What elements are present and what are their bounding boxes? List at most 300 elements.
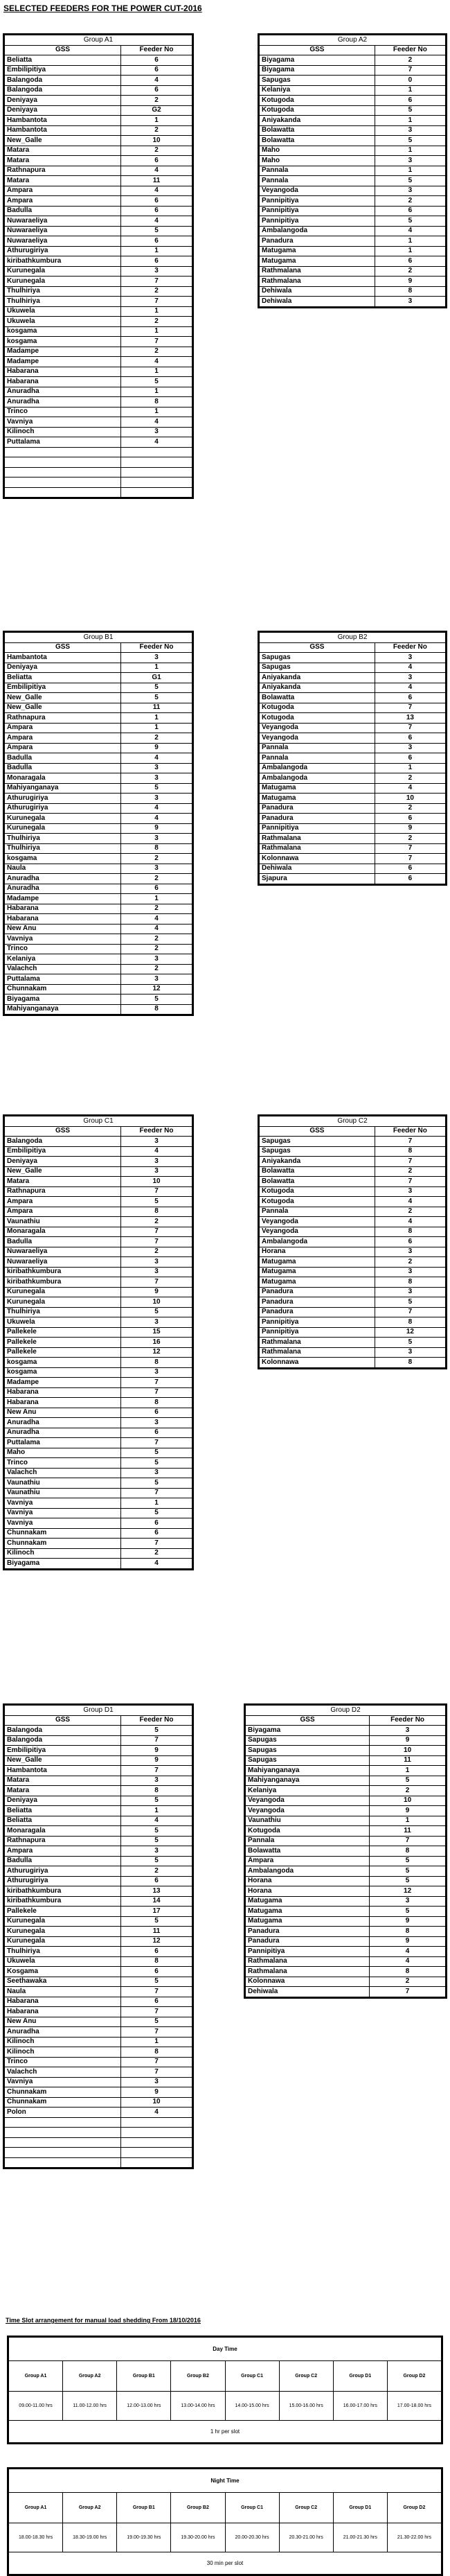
feeder-table <box>4 1116 192 1569</box>
table-row <box>260 96 446 106</box>
feeder-cell: 5 <box>370 1907 446 1917</box>
feeder-cell: 3 <box>370 1896 446 1907</box>
gss-cell: Hambantota <box>5 116 121 126</box>
table-row <box>260 693 446 703</box>
slot-group-cell: Group D1 <box>333 2361 387 2392</box>
gss-cell: Ambalangoda <box>260 763 375 773</box>
slot-group-cell: Group A2 <box>63 2361 117 2392</box>
feeder-cell: 5 <box>121 1197 192 1207</box>
slot-time-cell: 20.00-20.30 hrs <box>225 2523 279 2552</box>
group-title: Group C1 <box>5 1116 192 1127</box>
feeder-cell: 7 <box>370 1836 446 1846</box>
feeder-cell: 3 <box>121 864 192 874</box>
gss-cell: Kurunegala <box>5 814 121 824</box>
table-row <box>5 1967 192 1977</box>
gss-cell: Panadura <box>260 803 375 814</box>
table-row <box>5 146 192 156</box>
gss-cell: Matugama <box>260 1257 375 1268</box>
table-row <box>260 1347 446 1358</box>
table-row <box>5 1977 192 1987</box>
table-row <box>5 1207 192 1217</box>
table-row <box>260 55 446 66</box>
table-row <box>260 1207 446 1217</box>
table-row <box>5 2007 192 2017</box>
gss-cell: Kotugoda <box>260 105 375 116</box>
table-row <box>5 1907 192 1917</box>
gss-cell: kiribathkumbura <box>5 256 121 267</box>
feeder-cell: 5 <box>121 1856 192 1866</box>
gss-cell: Chunnakam <box>5 1528 121 1539</box>
table-row <box>5 2157 192 2168</box>
table-row <box>5 904 192 914</box>
table-row <box>260 1197 446 1207</box>
gss-cell <box>5 2148 121 2158</box>
feeder-cell: 1 <box>121 116 192 126</box>
column-header-feeder: Feeder No <box>121 45 192 55</box>
gss-cell: Rathmalana <box>246 1967 370 1977</box>
gss-cell: Veyangoda <box>260 1217 375 1227</box>
table-row <box>246 1846 446 1857</box>
gss-cell: Pannala <box>260 166 375 176</box>
gss-cell: Kolonnawa <box>246 1977 370 1987</box>
feeder-cell: 8 <box>121 1398 192 1408</box>
feeder-cell: 2 <box>370 1977 446 1987</box>
table-row <box>260 1247 446 1257</box>
feeder-cell: 11 <box>370 1826 446 1837</box>
table-row <box>5 1257 192 1268</box>
gss-cell: Madampe <box>5 357 121 367</box>
table-row <box>5 1776 192 1786</box>
feeder-cell: 1 <box>121 1806 192 1816</box>
table-row <box>5 1166 192 1177</box>
gss-cell: kosgama <box>5 1358 121 1368</box>
gss-cell: Biyagama <box>5 995 121 1005</box>
feeder-cell: 9 <box>370 1806 446 1816</box>
gss-cell: Pannipitiya <box>260 196 375 207</box>
table-row <box>5 2027 192 2038</box>
gss-cell: Ampara <box>5 1197 121 1207</box>
feeder-cell: 9 <box>121 2087 192 2098</box>
table-row <box>5 1137 192 1147</box>
table-row <box>5 2097 192 2108</box>
table-row <box>246 1896 446 1907</box>
feeder-cell: 10 <box>370 1796 446 1806</box>
gss-cell: Embilipitiya <box>5 1746 121 1756</box>
gss-cell: Anuradha <box>5 874 121 884</box>
gss-cell: Dehiwala <box>246 1987 370 1997</box>
table-row <box>5 96 192 106</box>
feeder-cell: 8 <box>121 397 192 408</box>
gss-cell: New Anu <box>5 1408 121 1418</box>
gss-cell: Matugama <box>260 1277 375 1288</box>
feeder-cell: 6 <box>121 1947 192 1957</box>
gss-cell: Pannipitiya <box>260 1317 375 1328</box>
feeder-cell: 2 <box>121 874 192 884</box>
feeder-cell <box>121 2128 192 2138</box>
table-row <box>246 1856 446 1866</box>
table-row <box>5 2017 192 2027</box>
feeder-cell: 7 <box>121 1237 192 1247</box>
feeder-table <box>4 35 192 498</box>
table-row <box>5 1766 192 1776</box>
table-row <box>5 85 192 96</box>
feeder-cell: 5 <box>121 377 192 387</box>
table-row <box>260 803 446 814</box>
table-row <box>246 1786 446 1796</box>
feeder-cell: 11 <box>121 1927 192 1937</box>
table-row <box>5 1004 192 1015</box>
feeder-cell: 3 <box>375 1186 445 1197</box>
gss-cell: kiribathkumbura <box>5 1267 121 1277</box>
feeder-cell: 1 <box>375 166 445 176</box>
feeder-cell: 7 <box>375 65 445 76</box>
gss-cell: Polon <box>5 2108 121 2118</box>
table-row <box>5 1438 192 1448</box>
slot-group-cell: Group D2 <box>387 2361 441 2392</box>
table-row <box>260 1227 446 1237</box>
gss-cell: Badulla <box>5 206 121 216</box>
gss-cell: Madampe <box>5 894 121 904</box>
table-row <box>5 843 192 854</box>
table-row <box>260 763 446 773</box>
gss-cell: Biyagama <box>246 1726 370 1736</box>
feeder-cell: 1 <box>121 306 192 317</box>
gss-cell: Bolawatta <box>260 136 375 146</box>
table-row <box>260 753 446 764</box>
gss-cell: Kilinoch <box>5 2047 121 2058</box>
gss-cell: Bolawatta <box>246 1846 370 1857</box>
gss-cell: kosgama <box>5 854 121 864</box>
feeder-cell: 3 <box>375 673 445 683</box>
gss-cell <box>5 2117 121 2128</box>
gss-cell: Valachch <box>5 964 121 974</box>
table-row <box>5 125 192 136</box>
feeder-cell: 8 <box>375 286 445 297</box>
table-row <box>5 277 192 287</box>
table-row <box>5 297 192 307</box>
feeder-cell: 2 <box>121 904 192 914</box>
feeder-cell: 7 <box>121 1987 192 1997</box>
feeder-cell: 6 <box>375 256 445 267</box>
table-row <box>5 1508 192 1518</box>
table-row <box>5 773 192 784</box>
gss-cell: Kurunegala <box>5 1297 121 1308</box>
table-row <box>5 76 192 86</box>
feeder-cell: 5 <box>121 1458 192 1469</box>
feeder-cell: 4 <box>121 437 192 448</box>
gss-cell: Trinco <box>5 407 121 417</box>
table-row <box>5 2137 192 2148</box>
feeder-cell: 4 <box>375 1217 445 1227</box>
feeder-cell: 6 <box>121 884 192 894</box>
gss-cell: Habarana <box>5 1398 121 1408</box>
feeder-cell: 3 <box>370 1726 446 1736</box>
gss-cell: New Anu <box>5 2017 121 2027</box>
slot-group-cell: Group C2 <box>279 2361 333 2392</box>
gss-cell: Veyangoda <box>260 733 375 744</box>
feeder-cell: 6 <box>121 206 192 216</box>
slot-group-cell: Group B2 <box>171 2361 225 2392</box>
feeder-cell: 2 <box>375 55 445 66</box>
table-row <box>5 2057 192 2067</box>
table-row <box>246 1947 446 1957</box>
feeder-cell: 1 <box>121 1498 192 1509</box>
feeder-cell: 13 <box>121 1886 192 1897</box>
gss-cell: Rathnapura <box>5 713 121 724</box>
table-row <box>246 1726 446 1736</box>
table-row <box>5 693 192 703</box>
gss-cell: Rathmalana <box>260 843 375 854</box>
feeder-table <box>259 632 446 884</box>
table-row <box>5 1347 192 1358</box>
table-row <box>246 1876 446 1886</box>
gss-cell: Sjapura <box>260 874 375 884</box>
gss-cell: Valachch <box>5 2067 121 2078</box>
column-header-feeder: Feeder No <box>375 1126 445 1137</box>
feeder-cell: 4 <box>375 683 445 693</box>
table-row <box>260 1277 446 1288</box>
gss-cell: New_Galle <box>5 136 121 146</box>
gss-cell: Pannala <box>260 743 375 753</box>
table-row <box>5 397 192 408</box>
feeder-cell: 3 <box>121 974 192 985</box>
table-row <box>260 733 446 744</box>
feeder-cell: 2 <box>121 1866 192 1877</box>
table-row <box>260 146 446 156</box>
gss-cell <box>5 477 121 488</box>
table-row <box>5 387 192 397</box>
feeder-cell: 5 <box>375 136 445 146</box>
table-row <box>5 1387 192 1398</box>
gss-cell: Athurugiriya <box>5 1876 121 1886</box>
table-row <box>5 1237 192 1247</box>
feeder-cell: 6 <box>375 864 445 874</box>
feeder-cell: 3 <box>375 297 445 307</box>
table-row <box>5 176 192 186</box>
feeder-cell: 3 <box>121 1317 192 1328</box>
table-row <box>5 1755 192 1766</box>
gss-cell: Trinco <box>5 1458 121 1469</box>
gss-cell: Kotugoda <box>246 1826 370 1837</box>
table-row <box>5 186 192 196</box>
feeder-cell: 6 <box>375 1237 445 1247</box>
table-row <box>5 357 192 367</box>
feeder-cell: 9 <box>375 277 445 287</box>
gss-cell: Kotugoda <box>260 713 375 724</box>
gss-cell: Sapugas <box>246 1735 370 1746</box>
gss-cell: Vaunathiu <box>5 1488 121 1498</box>
group-title: Group A2 <box>260 35 446 46</box>
table-row <box>5 306 192 317</box>
gss-cell: Matara <box>5 146 121 156</box>
feeder-cell: 7 <box>121 2027 192 2038</box>
feeder-cell: 6 <box>375 733 445 744</box>
gss-cell: Vavniya <box>5 1498 121 1509</box>
table-row <box>5 337 192 347</box>
table-row <box>5 1806 192 1816</box>
gss-cell: Biyagama <box>260 55 375 66</box>
table-row <box>260 166 446 176</box>
gss-cell: Madampe <box>5 1378 121 1388</box>
table-row <box>246 1776 446 1786</box>
feeder-cell <box>121 457 192 468</box>
gss-cell: Aniyakanda <box>260 673 375 683</box>
gss-cell <box>5 2157 121 2168</box>
feeder-cell: G2 <box>121 105 192 116</box>
feeder-cell: 5 <box>121 1826 192 1837</box>
feeder-cell: 3 <box>121 1367 192 1378</box>
table-row <box>5 427 192 437</box>
gss-cell: Kotugoda <box>260 1186 375 1197</box>
gss-cell: Panadura <box>260 1287 375 1297</box>
feeder-cell: 9 <box>370 1735 446 1746</box>
feeder-cell: 2 <box>121 854 192 864</box>
column-header-gss: GSS <box>246 1715 370 1726</box>
feeder-cell: 3 <box>121 834 192 844</box>
gss-cell: Aniyakanda <box>260 683 375 693</box>
feeder-cell: 12 <box>121 1936 192 1947</box>
feeder-cell: 3 <box>121 794 192 804</box>
table-row <box>5 266 192 277</box>
gss-cell: Sapugas <box>260 653 375 663</box>
table-row <box>260 1317 446 1328</box>
table-row <box>5 1956 192 1967</box>
table-row <box>5 1826 192 1837</box>
feeder-cell: 1 <box>121 387 192 397</box>
feeder-cell: 8 <box>375 1277 445 1288</box>
slot-time-cell: 19.00-19.30 hrs <box>117 2523 171 2552</box>
slot-time-cell: 15.00-16.00 hrs <box>279 2392 333 2421</box>
feeder-cell: 5 <box>121 1307 192 1317</box>
feeder-cell: 1 <box>121 894 192 904</box>
table-row <box>260 783 446 794</box>
gss-cell: Pallekele <box>5 1347 121 1358</box>
gss-cell: Thulhiriya <box>5 1947 121 1957</box>
table-row <box>260 683 446 693</box>
table-row <box>260 176 446 186</box>
feeder-cell: 4 <box>121 803 192 814</box>
gss-cell: Matugama <box>260 256 375 267</box>
gss-cell: Rathmalana <box>260 1338 375 1348</box>
gss-cell: Nuwaraeliya <box>5 216 121 227</box>
feeder-cell: 7 <box>121 2067 192 2078</box>
feeder-cell: 14 <box>121 1896 192 1907</box>
feeder-cell: 6 <box>121 1518 192 1529</box>
gss-cell: Mahiyanganaya <box>246 1766 370 1776</box>
table-row <box>260 1217 446 1227</box>
column-header-feeder: Feeder No <box>121 1715 192 1726</box>
feeder-cell: 2 <box>375 1257 445 1268</box>
slot-time-cell: 18.00-18.30 hrs <box>9 2523 63 2552</box>
feeder-cell: 2 <box>121 1217 192 1227</box>
table-row <box>5 236 192 247</box>
feeder-cell: 1 <box>121 367 192 377</box>
gss-cell: Ampara <box>5 733 121 744</box>
gss-cell: Anuradha <box>5 397 121 408</box>
table-row <box>5 1398 192 1408</box>
gss-cell: Rathmalana <box>260 834 375 844</box>
feeder-cell: 6 <box>375 206 445 216</box>
feeder-cell: 7 <box>121 1186 192 1197</box>
gss-cell: Hambantota <box>5 1766 121 1776</box>
gss-cell: Veyangoda <box>260 186 375 196</box>
gss-cell: kosgama <box>5 326 121 337</box>
feeder-cell: 6 <box>121 1876 192 1886</box>
gss-cell: Veyangoda <box>260 723 375 733</box>
table-row <box>5 1528 192 1539</box>
feeder-cell <box>121 467 192 477</box>
table-row <box>5 1498 192 1509</box>
gss-cell: Beliatta <box>5 1806 121 1816</box>
table-row <box>246 1907 446 1917</box>
feeder-cell: 12 <box>375 1327 445 1338</box>
table-row <box>5 995 192 1005</box>
group-c2-table <box>258 1114 447 1369</box>
table-row <box>5 743 192 753</box>
gss-cell: Badulla <box>5 1856 121 1866</box>
slot-group-cell: Group B2 <box>171 2493 225 2523</box>
feeder-cell: 7 <box>121 277 192 287</box>
gss-cell: Hambantota <box>5 125 121 136</box>
table-row <box>5 1936 192 1947</box>
feeder-cell: 2 <box>121 1548 192 1559</box>
gss-cell: Beliatta <box>5 1816 121 1826</box>
gss-cell <box>5 2128 121 2138</box>
gss-cell: Athurugiriya <box>5 1866 121 1877</box>
gss-cell: Pannala <box>260 753 375 764</box>
gss-cell: Thulhiriya <box>5 834 121 844</box>
gss-cell: Naula <box>5 864 121 874</box>
feeder-cell: 2 <box>121 96 192 106</box>
feeder-cell: 1 <box>375 763 445 773</box>
slot-group-cell: Group A1 <box>9 2493 63 2523</box>
feeder-cell: 5 <box>121 693 192 703</box>
gss-cell: Kolonnawa <box>260 854 375 864</box>
gss-cell: Deniyaya <box>5 1157 121 1167</box>
gss-cell: Matugama <box>246 1907 370 1917</box>
feeder-cell <box>121 2137 192 2148</box>
gss-cell: Vavniya <box>5 2077 121 2087</box>
feeder-cell: 6 <box>121 156 192 166</box>
feeder-cell: 4 <box>375 226 445 236</box>
gss-cell: Veyangoda <box>246 1796 370 1806</box>
gss-cell: Badulla <box>5 1237 121 1247</box>
feeder-cell: 3 <box>121 2077 192 2087</box>
gss-cell: Seethawaka <box>5 1977 121 1987</box>
feeder-cell: 6 <box>121 1997 192 2007</box>
table-row <box>5 964 192 974</box>
gss-cell: Habarana <box>5 1997 121 2007</box>
column-header-feeder: Feeder No <box>375 642 445 653</box>
feeder-cell: 2 <box>121 944 192 954</box>
gss-cell: Kelaniya <box>246 1786 370 1796</box>
feeder-cell: 5 <box>121 683 192 693</box>
table-row <box>260 216 446 227</box>
feeder-cell: 7 <box>375 703 445 713</box>
gss-cell: Balangoda <box>5 1726 121 1736</box>
gss-cell: Habarana <box>5 2007 121 2017</box>
table-row <box>5 2067 192 2078</box>
feeder-cell: G1 <box>121 673 192 683</box>
table-row <box>5 2148 192 2158</box>
gss-cell: Pallekele <box>5 1907 121 1917</box>
table-row <box>260 1358 446 1368</box>
column-header-gss: GSS <box>260 1126 375 1137</box>
slot-time-cell: 20.30-21.00 hrs <box>279 2523 333 2552</box>
feeder-cell: 9 <box>121 823 192 834</box>
gss-cell: Pannala <box>246 1836 370 1846</box>
gss-cell: Deniyaya <box>5 1796 121 1806</box>
